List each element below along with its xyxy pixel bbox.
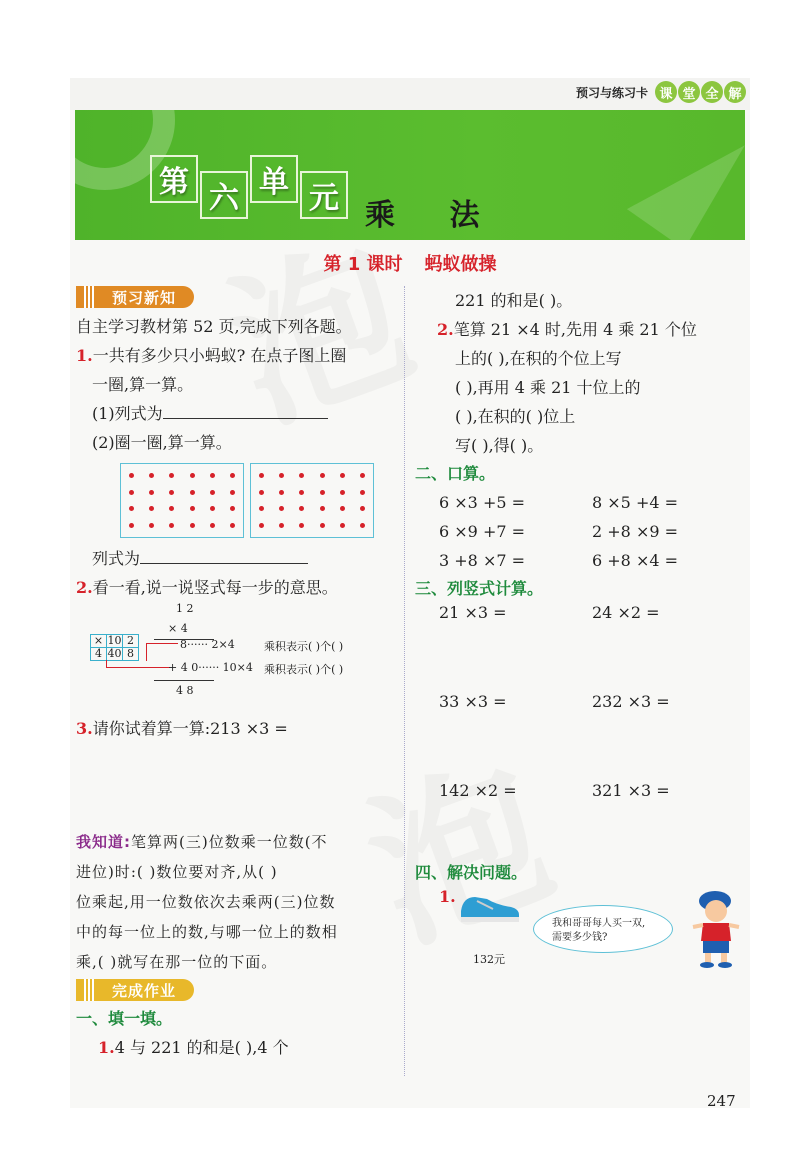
- section-pill-homework: [76, 979, 194, 1001]
- vertical-calc-row: [415, 692, 745, 781]
- dot: [169, 506, 174, 511]
- dot: [320, 506, 325, 511]
- dot: [340, 490, 345, 495]
- answer-blank[interactable]: [163, 403, 328, 419]
- dot: [210, 506, 215, 511]
- dot: [320, 523, 325, 528]
- know-text: 位乘起,用一位数依次去乘两(三)位数: [76, 893, 336, 911]
- question-1: [76, 341, 396, 370]
- dot: [190, 506, 195, 511]
- dot: [230, 523, 235, 528]
- formula-label: 列式为: [92, 549, 141, 568]
- dot: [299, 523, 304, 528]
- worksheet-page: [70, 78, 750, 1108]
- dot: [190, 473, 195, 478]
- page-header: [70, 78, 750, 110]
- dot: [230, 473, 235, 478]
- dot: [279, 506, 284, 511]
- part-heading: 三、列竖式计算。: [415, 579, 544, 598]
- dot: [210, 473, 215, 478]
- badge-char: 解: [724, 81, 746, 103]
- question-number: 3.: [76, 719, 93, 738]
- lesson-title: [70, 250, 750, 276]
- question-number: 1.: [439, 887, 456, 906]
- question-text: 一圈,算一算。: [92, 375, 194, 394]
- question-text: 写( ),得( )。: [455, 436, 544, 455]
- place-value-table: [90, 634, 139, 661]
- dot: [340, 473, 345, 478]
- lesson-number: 第 1 课时: [323, 254, 403, 275]
- oral-calc-row: [415, 546, 745, 575]
- know-text: 中的每一位上的数,与哪一位上的数相: [76, 923, 338, 941]
- partial-note: 乘积表示( )个( ): [264, 640, 344, 653]
- vertical-calc-row: [415, 781, 745, 859]
- speech-text: 我和哥哥每人买一双,: [552, 918, 646, 929]
- multiplicand: 1 2: [176, 602, 194, 615]
- triangle-ruler-decoration: [627, 111, 745, 240]
- speech-bubble: [533, 905, 673, 953]
- dot: [320, 490, 325, 495]
- know-box: [76, 827, 396, 977]
- dot: [169, 523, 174, 528]
- question-3: [76, 714, 396, 743]
- work-space[interactable]: [76, 743, 396, 827]
- lesson-name: 蚂蚁做操: [424, 254, 497, 275]
- arrow-icon: [106, 660, 170, 668]
- dot: [149, 523, 154, 528]
- section-label: 完成作业: [112, 981, 177, 1000]
- dot: [129, 473, 134, 478]
- know-text: 笔算两(三)位数乘一位数(不: [131, 833, 328, 851]
- part-heading: 一、填一填。: [76, 1009, 173, 1028]
- question-text: 请你试着算一算:213 ×3 =: [92, 719, 288, 738]
- dot: [320, 473, 325, 478]
- dot: [190, 523, 195, 528]
- calc-line: [154, 680, 214, 681]
- oral-calc-item: 3 +8 ×7 =: [439, 551, 526, 570]
- vertical-calc-item: 33 ×3 =: [439, 692, 507, 711]
- unit-char-box: 第: [150, 155, 198, 203]
- part-heading: 四、解决问题。: [415, 863, 528, 882]
- vertical-calc-item: 142 ×2 =: [439, 781, 517, 800]
- vertical-calc-item: 232 ×3 =: [592, 692, 670, 711]
- answer-blank[interactable]: [140, 548, 308, 564]
- product: 4 8: [176, 684, 194, 697]
- dot: [299, 473, 304, 478]
- series-badge: [655, 81, 746, 103]
- oral-calc-item: 8 ×5 +4 =: [592, 493, 679, 512]
- sneaker-icon: [457, 891, 521, 925]
- unit-number-boxes: [150, 155, 350, 219]
- vertical-calculation-figure: [76, 602, 396, 714]
- dot-grid-box[interactable]: [250, 463, 374, 538]
- dot: [259, 506, 264, 511]
- table-cell: 4: [91, 648, 107, 661]
- dot: [279, 473, 284, 478]
- question-number: 2.: [76, 578, 93, 597]
- dot: [129, 490, 134, 495]
- question-2: [76, 573, 396, 602]
- question-text: 一共有多少只小蚂蚁? 在点子图上圈: [92, 346, 347, 365]
- dot: [259, 473, 264, 478]
- know-text: 乘,( )就写在那一位的下面。: [76, 953, 278, 971]
- table-cell: 2: [123, 635, 139, 648]
- table-cell: 10: [107, 634, 122, 647]
- dot: [360, 490, 365, 495]
- oral-calc-item: 6 +8 ×4 =: [592, 551, 679, 570]
- oral-calc-item: 6 ×3 +5 =: [439, 493, 526, 512]
- cartoon-boy-icon: [691, 887, 741, 969]
- bars-icon: [84, 286, 96, 308]
- intro-text: 自主学习教材第 52 页,完成下列各题。: [76, 317, 352, 336]
- unit-char-box: 元: [300, 171, 348, 219]
- q1-part2: (2)圈一圈,算一算。: [92, 433, 232, 452]
- oral-calc-row: [415, 488, 745, 517]
- section-label: 预习新知: [112, 288, 177, 307]
- question-number: 2.: [437, 320, 454, 339]
- dot: [129, 506, 134, 511]
- dot: [169, 473, 174, 478]
- dot-grid-figure: [120, 463, 396, 538]
- part-label: (1)列式为: [92, 404, 163, 423]
- badge-char: 全: [701, 81, 723, 103]
- vertical-calc-item: 321 ×3 =: [592, 781, 670, 800]
- page-number: 247: [707, 1092, 736, 1110]
- question-number: 1.: [76, 346, 93, 365]
- vertical-calc-item: 24 ×2 =: [592, 603, 660, 622]
- badge-char: 课: [655, 81, 677, 103]
- unit-char-box: 六: [200, 171, 248, 219]
- question-text: ( ),在积的( )位上: [455, 407, 576, 426]
- question-number: 1.: [98, 1038, 115, 1057]
- question-text: 4 与 221 的和是( ),4 个: [114, 1038, 289, 1057]
- fill-question-2: [415, 315, 745, 344]
- question-text: 看一看,说一说竖式每一步的意思。: [92, 578, 338, 597]
- partial-product: + 4 0······ 10×4: [168, 661, 253, 674]
- arrow-icon: [146, 643, 178, 661]
- dot: [279, 523, 284, 528]
- dot: [169, 490, 174, 495]
- series-label: 预习与练习卡: [575, 86, 648, 100]
- oral-calc-item: 6 ×9 +7 =: [439, 522, 526, 541]
- word-problem-1: [415, 887, 745, 977]
- unit-banner: [75, 110, 745, 240]
- dot: [210, 523, 215, 528]
- dot: [279, 490, 284, 495]
- dot: [190, 490, 195, 495]
- dot: [230, 506, 235, 511]
- table-cell: ×: [91, 635, 107, 648]
- right-column: [415, 286, 745, 977]
- dot: [129, 523, 134, 528]
- bars-icon: [84, 979, 96, 1001]
- dot: [149, 473, 154, 478]
- dot: [299, 490, 304, 495]
- dot: [149, 506, 154, 511]
- dot-grid-box[interactable]: [120, 463, 244, 538]
- vertical-calc-row: [415, 603, 745, 692]
- dot: [259, 523, 264, 528]
- badge-char: 堂: [678, 81, 700, 103]
- unit-title: 乘 法: [365, 198, 502, 233]
- q1-part1: [76, 399, 396, 428]
- dot: [299, 506, 304, 511]
- dot: [360, 506, 365, 511]
- know-label: 我知道:: [76, 833, 131, 851]
- oral-calc-row: [415, 517, 745, 546]
- column-divider: [404, 286, 405, 1076]
- vertical-calc-item: 21 ×3 =: [439, 603, 507, 622]
- oral-calc-item: 2 +8 ×9 =: [592, 522, 679, 541]
- question-text: 上的( ),在积的个位上写: [455, 349, 622, 368]
- dot: [340, 506, 345, 511]
- question-text: ( ),再用 4 乘 21 十位上的: [455, 378, 641, 397]
- dot: [210, 490, 215, 495]
- question-text: 笔算 21 ×4 时,先用 4 乘 21 个位: [453, 320, 697, 339]
- table-cell: 40: [107, 647, 122, 660]
- partial-product: 8······ 2×4: [180, 638, 235, 651]
- multiplier: × 4: [168, 622, 188, 635]
- dot: [149, 490, 154, 495]
- fill-question-1: [76, 1033, 396, 1062]
- section-pill-preview: [76, 286, 194, 308]
- q1-formula: [76, 544, 396, 573]
- partial-note: 乘积表示( )个( ): [264, 663, 344, 676]
- know-text: 进位)时:( )数位要对齐,从( ): [76, 863, 278, 881]
- table-cell: 8: [123, 648, 139, 661]
- dot: [340, 523, 345, 528]
- unit-char-box: 单: [250, 155, 298, 203]
- dot: [230, 490, 235, 495]
- question-text: 221 的和是( )。: [455, 291, 573, 310]
- left-column: [76, 286, 396, 1062]
- speech-text: 需要多少钱?: [552, 932, 608, 943]
- dot: [360, 473, 365, 478]
- dot: [259, 490, 264, 495]
- part-heading: 二、口算。: [415, 464, 496, 483]
- dot: [360, 523, 365, 528]
- price-label: 132元: [473, 953, 505, 966]
